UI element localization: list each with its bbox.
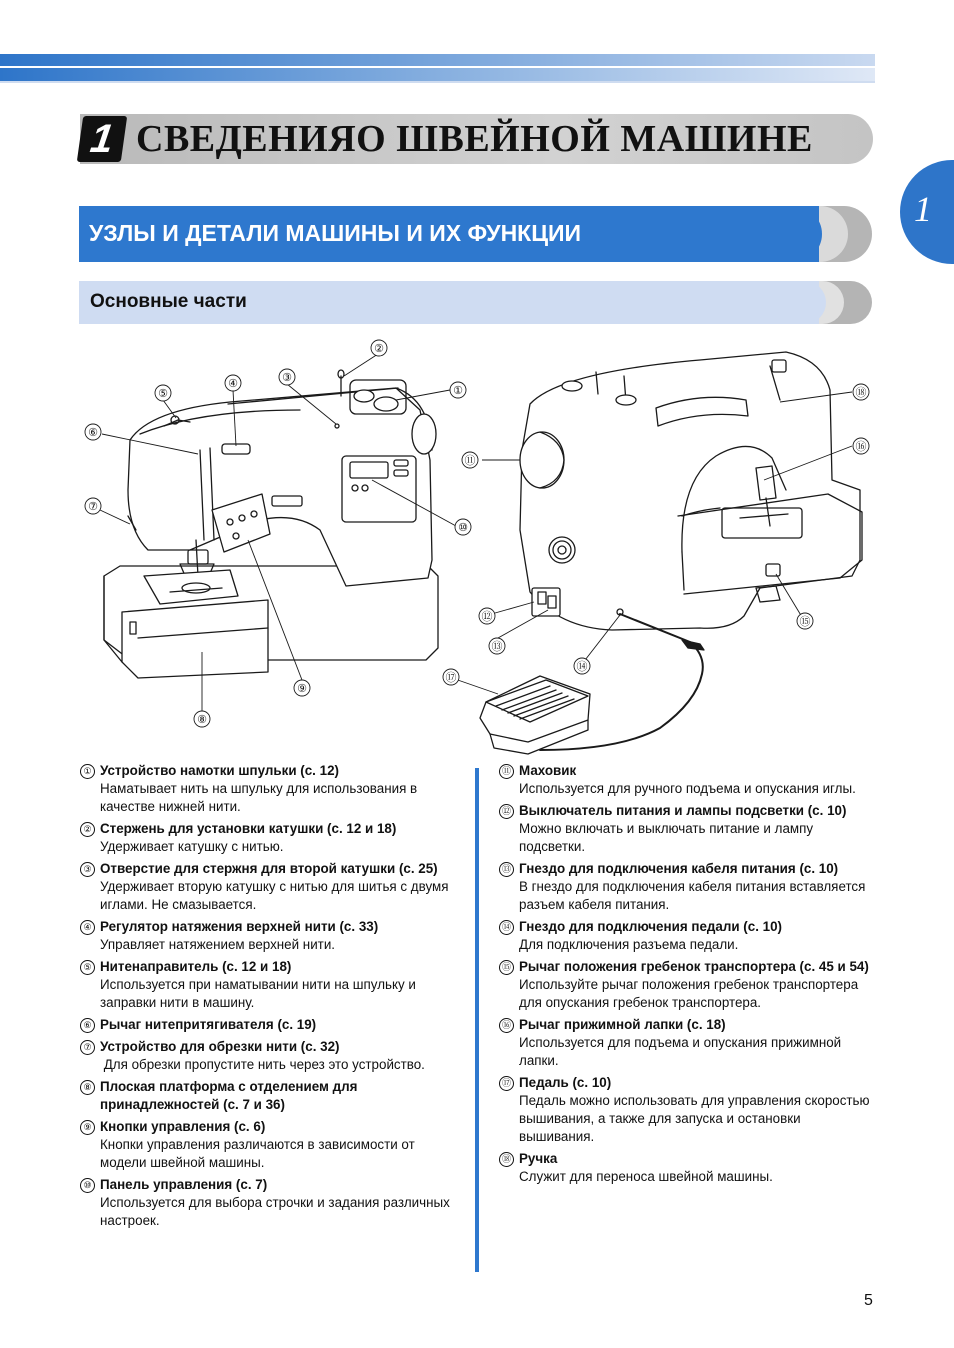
item-title: Кнопки управления (с. 6) <box>100 1119 266 1134</box>
list-item <box>80 1078 452 1114</box>
list-item <box>499 918 879 954</box>
callout-label: ⑱ <box>855 387 867 399</box>
side-tab-number: 1 <box>914 189 932 229</box>
item-title: Устройство намотки шпульки (с. 12) <box>100 763 339 778</box>
item-title: Стержень для установки катушки (с. 12 и 18) <box>100 821 397 836</box>
item-description: В гнездо для подключения кабеля питания вставляется разъем кабеля питания. <box>519 879 866 912</box>
item-number: ⑭ <box>499 920 514 935</box>
parts-list-right <box>499 762 879 1190</box>
item-title: Устройство для обрезки нити (с. 32) <box>100 1039 340 1054</box>
sewing-machine-illustration <box>0 330 954 760</box>
list-item <box>499 1016 879 1070</box>
item-title: Рычаг нитепритягивателя (с. 19) <box>100 1017 317 1032</box>
item-title: Гнездо для подключения кабеля питания (с. 10) <box>519 861 839 876</box>
callout-label: ⑭ <box>576 661 588 673</box>
list-item <box>80 860 452 914</box>
list-item <box>499 958 879 1012</box>
item-title: Рычаг прижимной лапки (с. 18) <box>519 1017 726 1032</box>
item-description: Можно включать и выключать питание и лампу подсветки. <box>519 821 814 854</box>
callout-label: ④ <box>228 378 238 390</box>
item-description: Для обрезки пропустите нить через это устройство. <box>100 1057 425 1072</box>
list-item <box>80 1118 452 1172</box>
item-title: Рычаг положения гребенок транспортера (с. 45 и 54) <box>519 959 869 974</box>
item-description: Используется для подъема и опускания прижимной лапки. <box>519 1035 842 1068</box>
callout-label: ⑰ <box>445 672 457 684</box>
item-number: ⑯ <box>499 1018 514 1033</box>
item-description: Служит для переноса швейной машины. <box>519 1169 773 1184</box>
chapter-number-badge: 1 <box>77 116 127 162</box>
list-item <box>499 860 879 914</box>
callout-label: ⑮ <box>799 616 811 628</box>
item-description: Кнопки управления различаются в зависимости от модели швейной машины. <box>100 1137 415 1170</box>
page-number: 5 <box>864 1292 873 1309</box>
item-description: Используется для ручного подъема и опускания иглы. <box>519 781 856 796</box>
section-title: УЗЛЫ И ДЕТАЛИ МАШИНЫ И ИХ ФУНКЦИИ <box>89 220 582 246</box>
column-divider <box>475 768 479 1272</box>
item-title: Регулятор натяжения верхней нити (с. 33) <box>100 919 379 934</box>
item-title: Педаль (с. 10) <box>519 1075 612 1090</box>
list-item <box>80 820 452 856</box>
item-number: ⑩ <box>80 1178 95 1193</box>
item-description: Педаль можно использовать для управления скоростью вышивания, а также для запуска и остановки вышивания. <box>519 1093 870 1144</box>
item-number: ⑮ <box>499 960 514 975</box>
list-item <box>499 762 879 798</box>
callout-label: ⑨ <box>297 683 307 695</box>
item-number: ⑧ <box>80 1080 95 1095</box>
item-number: ① <box>80 764 95 779</box>
item-description: Используется для выбора строчки и задания различных настроек. <box>100 1195 450 1228</box>
item-number: ⑦ <box>80 1040 95 1055</box>
list-item <box>499 1150 879 1186</box>
header-stripe-middle <box>0 68 875 81</box>
callout-label: ③ <box>282 372 292 384</box>
list-item <box>80 1016 452 1034</box>
item-number: ⑬ <box>499 862 514 877</box>
callout-label: ① <box>453 385 463 397</box>
list-item <box>80 918 452 954</box>
item-number: ⑥ <box>80 1018 95 1033</box>
item-number: ② <box>80 822 95 837</box>
header-stripe-top <box>0 54 875 66</box>
list-item <box>80 762 452 816</box>
parts-list-left <box>80 762 452 1234</box>
item-number: ⑨ <box>80 1120 95 1135</box>
list-item <box>80 1038 452 1074</box>
item-title: Плоская платформа с отделением для принадлежностей (с. 7 и 36) <box>100 1079 358 1112</box>
list-item <box>80 958 452 1012</box>
item-number: ⑤ <box>80 960 95 975</box>
item-number: ⑰ <box>499 1076 514 1091</box>
callout-label: ⑯ <box>855 441 867 453</box>
callout-label: ⑫ <box>481 611 493 623</box>
item-number: ⑪ <box>499 764 514 779</box>
item-title: Ручка <box>519 1151 558 1166</box>
item-number: ⑱ <box>499 1152 514 1167</box>
item-title: Отверстие для стержня для второй катушки (с. 25) <box>100 861 438 876</box>
callout-label: ⑦ <box>88 501 98 513</box>
callout-label: ② <box>374 343 384 355</box>
list-item <box>499 1074 879 1146</box>
callout-label: ⑩ <box>458 522 468 534</box>
item-number: ⑫ <box>499 804 514 819</box>
item-title: Гнездо для подключения педали (с. 10) <box>519 919 782 934</box>
item-description: Удерживает вторую катушку с нитью для шитья с двумя иглами. Не смазывается. <box>100 879 449 912</box>
callout-label: ⑤ <box>158 388 168 400</box>
item-title: Маховик <box>519 763 577 778</box>
item-description: Удерживает катушку с нитью. <box>100 839 284 854</box>
chapter-title: СВЕДЕНИЯО ШВЕЙНОЙ МАШИНЕ <box>136 118 813 160</box>
list-item <box>499 802 879 856</box>
item-description: Для подключения разъема педали. <box>519 937 739 952</box>
subsection-title: Основные части <box>90 291 247 312</box>
item-number: ④ <box>80 920 95 935</box>
item-description: Используйте рычаг положения гребенок транспортера для опускания гребенок транспортера. <box>519 977 859 1010</box>
item-title: Нитенаправитель (с. 12 и 18) <box>100 959 292 974</box>
item-description: Используется при наматывании нити на шпульку и заправки нити в машину. <box>100 977 416 1010</box>
item-description: Управляет натяжением верхней нити. <box>100 937 336 952</box>
header-stripe-bottom <box>0 81 875 83</box>
list-item <box>80 1176 452 1230</box>
callout-label: ⑬ <box>491 641 503 653</box>
callout-label: ⑧ <box>197 714 207 726</box>
callout-label: ⑪ <box>464 455 476 467</box>
item-title: Выключатель питания и лампы подсветки (с. 10) <box>519 803 847 818</box>
item-number: ③ <box>80 862 95 877</box>
callout-label: ⑥ <box>88 427 98 439</box>
item-description: Наматывает нить на шпульку для использования в качестве нижней нити. <box>100 781 418 814</box>
item-title: Панель управления (с. 7) <box>100 1177 268 1192</box>
